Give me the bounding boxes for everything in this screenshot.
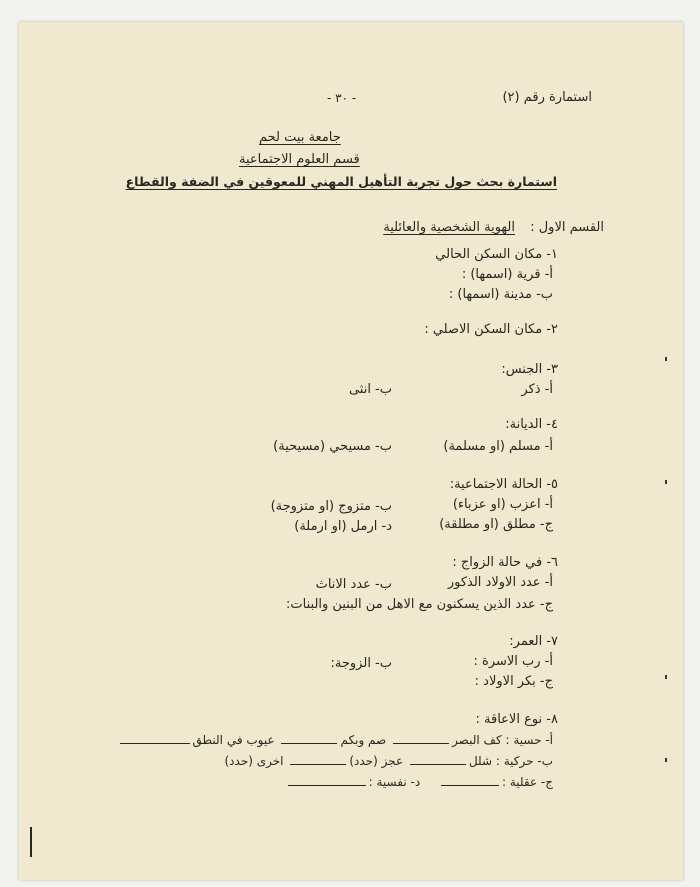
q8-row-a bbox=[117, 732, 553, 748]
q6-option-c: ج- عدد الذين يسكنون مع الاهل من البنين والبنات: bbox=[286, 597, 553, 612]
q4-label: ٤- الديانة: bbox=[505, 417, 558, 432]
section-label: القسم الاول : bbox=[530, 220, 604, 235]
q8-row-c bbox=[285, 774, 553, 790]
q7-label: ٧- العمر: bbox=[509, 634, 558, 649]
section-title: الهوية الشخصية والعائلية bbox=[383, 220, 515, 235]
q8-row-b bbox=[225, 753, 554, 769]
q8-b2-label: عجز (حدد) bbox=[349, 754, 404, 768]
q6-label: ٦- في حالة الزواج : bbox=[452, 555, 558, 570]
q8-d-prefix: د- نفسية : bbox=[368, 775, 421, 789]
q8-a3-blank[interactable] bbox=[120, 742, 190, 744]
q3-label: ٣- الجنس: bbox=[501, 362, 558, 377]
margin-tick bbox=[665, 480, 667, 484]
q8-b1-blank[interactable] bbox=[410, 763, 466, 765]
margin-tick bbox=[665, 758, 667, 762]
q4-option-b: ب- مسيحي (مسيحية) bbox=[273, 439, 392, 454]
q7-option-c: ج- بكر الاولاد : bbox=[474, 674, 553, 689]
q1-option-b: ب- مدينة (اسمها) : bbox=[448, 287, 553, 302]
q8-label: ٨- نوع الاعاقة : bbox=[475, 712, 558, 727]
q5-option-a: أ- اعزب (او عزباء) bbox=[452, 497, 553, 512]
margin-mark bbox=[30, 827, 32, 857]
survey-title: استمارة بحث حول تجربة التأهيل المهني للمعوقين في الضفة والقطاع bbox=[125, 174, 557, 189]
university-title: جامعة بيت لحم bbox=[259, 130, 341, 145]
department-title: قسم العلوم الاجتماعية bbox=[239, 152, 360, 167]
margin-tick bbox=[665, 357, 667, 361]
q5-option-d: د- ارمل (او ارملة) bbox=[294, 519, 392, 534]
q8-c-blank[interactable] bbox=[441, 784, 499, 786]
q5-option-b: ب- متزوج (او متزوجة) bbox=[270, 499, 392, 514]
q6-option-b: ب- عدد الاناث bbox=[315, 577, 392, 592]
q8-c-prefix: ج- عقلية : bbox=[501, 775, 553, 789]
q8-b2-blank[interactable] bbox=[290, 763, 346, 765]
q5-option-c: ج- مطلق (او مطلقة) bbox=[439, 517, 553, 532]
q8-b1-label: شلل bbox=[468, 754, 493, 768]
q8-a1-label: كف البصر bbox=[452, 733, 502, 747]
q1-option-a: أ- قرية (اسمها) : bbox=[461, 267, 553, 282]
page-number: - ٣٠ - bbox=[327, 91, 357, 105]
q8-a2-blank[interactable] bbox=[281, 742, 337, 744]
q7-option-b: ب- الزوجة: bbox=[330, 656, 392, 671]
document-sheet bbox=[19, 22, 683, 880]
q8-b-prefix: ب- حركية : bbox=[495, 754, 553, 768]
q4-option-a: أ- مسلم (او مسلمة) bbox=[443, 439, 553, 454]
q8-a-prefix: أ- حسية : bbox=[505, 733, 553, 747]
q7-option-a: أ- رب الاسرة : bbox=[473, 654, 553, 669]
form-number: استمارة رقم (٢) bbox=[502, 90, 592, 105]
margin-tick bbox=[665, 675, 667, 679]
q5-label: ٥- الحالة الاجتماعية: bbox=[449, 477, 558, 492]
q8-d-blank[interactable] bbox=[288, 784, 366, 786]
q3-option-b: ب- انثى bbox=[348, 382, 392, 397]
q8-a3-label: عيوب في النطق bbox=[192, 733, 275, 747]
q3-option-a: أ- ذكر bbox=[521, 382, 553, 397]
q6-option-a: أ- عدد الاولاد الذكور bbox=[447, 575, 553, 590]
q8-a1-blank[interactable] bbox=[393, 742, 449, 744]
q8-b3-label: اخرى (حدد) bbox=[224, 754, 284, 768]
q8-a2-label: صم وبكم bbox=[340, 733, 387, 747]
q1-label: ١- مكان السكن الحالي bbox=[435, 247, 558, 262]
q2-label: ٢- مكان السكن الاصلي : bbox=[424, 322, 558, 337]
